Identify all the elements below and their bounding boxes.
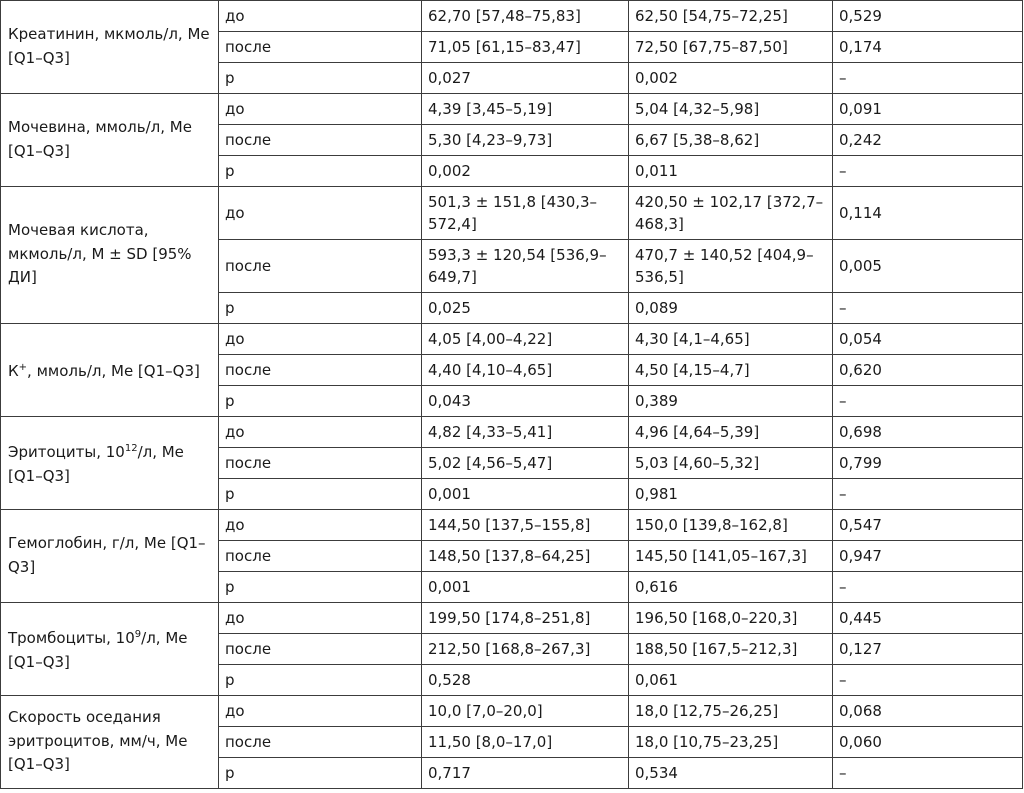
p-value: 0,445 — [833, 603, 1023, 634]
stage-cell: р — [219, 156, 422, 187]
table-row — [1, 417, 1023, 448]
group2-value: 18,0 [10,75–23,25] — [629, 727, 833, 758]
group1-value: 0,043 — [422, 386, 629, 417]
label-text: /л, Ме [Q1–Q3] — [8, 443, 184, 485]
parameter-label — [1, 324, 219, 417]
group1-value: 199,50 [174,8–251,8] — [422, 603, 629, 634]
stage-cell: р — [219, 293, 422, 324]
group2-value: 6,67 [5,38–8,62] — [629, 125, 833, 156]
group2-value: 4,96 [4,64–5,39] — [629, 417, 833, 448]
group2-value: 0,061 — [629, 665, 833, 696]
label-text: Эритоциты, 10 — [8, 443, 125, 461]
group2-value: 0,534 — [629, 758, 833, 789]
p-value: 0,127 — [833, 634, 1023, 665]
group1-value: 148,50 [137,8–64,25] — [422, 541, 629, 572]
p-value: – — [833, 665, 1023, 696]
p-value: 0,620 — [833, 355, 1023, 386]
group2-value: 470,7 ± 140,52 [404,9–536,5] — [629, 240, 833, 293]
group2-value: 4,30 [4,1–4,65] — [629, 324, 833, 355]
p-value: – — [833, 63, 1023, 94]
p-value: 0,174 — [833, 32, 1023, 63]
group1-value: 0,528 — [422, 665, 629, 696]
stage-cell: до — [219, 324, 422, 355]
group2-value: 188,50 [167,5–212,3] — [629, 634, 833, 665]
stage-cell: после — [219, 541, 422, 572]
stage-cell: р — [219, 758, 422, 789]
group2-value: 0,981 — [629, 479, 833, 510]
stage-cell: после — [219, 727, 422, 758]
group2-value: 0,389 — [629, 386, 833, 417]
stage-cell: после — [219, 125, 422, 156]
p-value: – — [833, 156, 1023, 187]
parameter-label — [1, 417, 219, 510]
table-row — [1, 187, 1023, 240]
stage-cell: до — [219, 417, 422, 448]
parameter-label: Мочевая кислота, мкмоль/л, М ± SD [95% ДИ] — [1, 187, 219, 324]
stage-cell: р — [219, 63, 422, 94]
group1-value: 0,001 — [422, 572, 629, 603]
p-value: – — [833, 572, 1023, 603]
group1-value: 0,025 — [422, 293, 629, 324]
group1-value: 62,70 [57,48–75,83] — [422, 1, 629, 32]
stage-cell: р — [219, 665, 422, 696]
group2-value: 5,03 [4,60–5,32] — [629, 448, 833, 479]
stage-cell: р — [219, 386, 422, 417]
group2-value: 62,50 [54,75–72,25] — [629, 1, 833, 32]
group2-value: 420,50 ± 102,17 [372,7–468,3] — [629, 187, 833, 240]
group2-value: 0,011 — [629, 156, 833, 187]
stage-cell: после — [219, 448, 422, 479]
group1-value: 0,717 — [422, 758, 629, 789]
table-row — [1, 603, 1023, 634]
label-text: , ммоль/л, Ме [Q1–Q3] — [27, 361, 200, 380]
stage-cell: до — [219, 603, 422, 634]
stage-cell: после — [219, 634, 422, 665]
p-value: 0,005 — [833, 240, 1023, 293]
group2-value: 5,04 [4,32–5,98] — [629, 94, 833, 125]
stage-cell: р — [219, 572, 422, 603]
group2-value: 0,002 — [629, 63, 833, 94]
group1-value: 4,82 [4,33–5,41] — [422, 417, 629, 448]
label-text: Тромбоциты, 10 — [8, 629, 135, 647]
stage-cell: после — [219, 355, 422, 386]
group1-value: 501,3 ± 151,8 [430,3–572,4] — [422, 187, 629, 240]
group1-value: 71,05 [61,15–83,47] — [422, 32, 629, 63]
superscript: + — [18, 361, 28, 373]
group2-value: 4,50 [4,15–4,7] — [629, 355, 833, 386]
table-row — [1, 94, 1023, 125]
group2-value: 150,0 [139,8–162,8] — [629, 510, 833, 541]
table-row — [1, 324, 1023, 355]
superscript: 9 — [134, 629, 142, 640]
p-value: 0,114 — [833, 187, 1023, 240]
p-value: 0,068 — [833, 696, 1023, 727]
group2-value: 0,089 — [629, 293, 833, 324]
group2-value: 72,50 [67,75–87,50] — [629, 32, 833, 63]
group2-value: 145,50 [141,05–167,3] — [629, 541, 833, 572]
group2-value: 0,616 — [629, 572, 833, 603]
stage-cell: после — [219, 240, 422, 293]
p-value: – — [833, 758, 1023, 789]
group1-value: 5,30 [4,23–9,73] — [422, 125, 629, 156]
group1-value: 0,001 — [422, 479, 629, 510]
table-row — [1, 696, 1023, 727]
group2-value: 18,0 [12,75–26,25] — [629, 696, 833, 727]
group1-value: 5,02 [4,56–5,47] — [422, 448, 629, 479]
parameter-label: Мочевина, ммоль/л, Ме [Q1–Q3] — [1, 94, 219, 187]
group1-value: 4,05 [4,00–4,22] — [422, 324, 629, 355]
superscript: 12 — [124, 443, 138, 454]
group1-value: 4,40 [4,10–4,65] — [422, 355, 629, 386]
stage-cell: до — [219, 696, 422, 727]
p-value: 0,060 — [833, 727, 1023, 758]
parameter-label: Гемоглобин, г/л, Ме [Q1–Q3] — [1, 510, 219, 603]
group2-value: 196,50 [168,0–220,3] — [629, 603, 833, 634]
parameter-label: Креатинин, мкмоль/л, Ме [Q1–Q3] — [1, 1, 219, 94]
p-value: 0,242 — [833, 125, 1023, 156]
p-value: – — [833, 293, 1023, 324]
p-value: 0,529 — [833, 1, 1023, 32]
label-text: /л, Ме [Q1–Q3] — [8, 629, 188, 671]
p-value: 0,698 — [833, 417, 1023, 448]
stage-cell: до — [219, 94, 422, 125]
table-row — [1, 1, 1023, 32]
p-value: 0,054 — [833, 324, 1023, 355]
group1-value: 10,0 [7,0–20,0] — [422, 696, 629, 727]
p-value: – — [833, 479, 1023, 510]
parameter-label — [1, 603, 219, 696]
group1-value: 11,50 [8,0–17,0] — [422, 727, 629, 758]
stage-cell: после — [219, 32, 422, 63]
group1-value: 593,3 ± 120,54 [536,9–649,7] — [422, 240, 629, 293]
group1-value: 0,002 — [422, 156, 629, 187]
p-value: – — [833, 386, 1023, 417]
stage-cell: до — [219, 510, 422, 541]
stage-cell: до — [219, 1, 422, 32]
group1-value: 212,50 [168,8–267,3] — [422, 634, 629, 665]
group1-value: 144,50 [137,5–155,8] — [422, 510, 629, 541]
p-value: 0,799 — [833, 448, 1023, 479]
p-value: 0,947 — [833, 541, 1023, 572]
label-text: К — [8, 361, 19, 380]
p-value: 0,091 — [833, 94, 1023, 125]
parameter-label: Скорость оседания эритроцитов, мм/ч, Ме [Q1–Q3] — [1, 696, 219, 789]
stage-cell: до — [219, 187, 422, 240]
p-value: 0,547 — [833, 510, 1023, 541]
stage-cell: р — [219, 479, 422, 510]
table-row — [1, 510, 1023, 541]
group1-value: 4,39 [3,45–5,19] — [422, 94, 629, 125]
group1-value: 0,027 — [422, 63, 629, 94]
